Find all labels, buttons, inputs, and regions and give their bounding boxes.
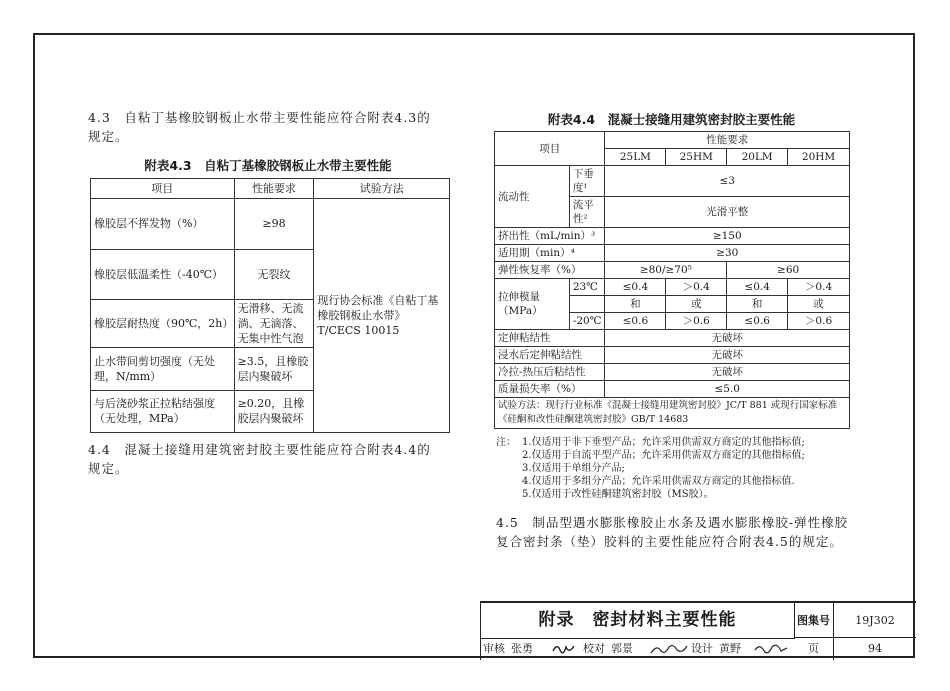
row-item: 橡胶层不挥发物（%）: [91, 199, 235, 249]
row-value: ＞0.4: [788, 279, 850, 296]
row-value: ≥60: [727, 262, 850, 279]
row-item: 弹性恢复率（%）: [495, 262, 605, 279]
table-4-3-title: 附表4.3 自粘丁基橡胶钢板止水带主要性能: [144, 158, 392, 173]
row-subitem: [569, 296, 605, 313]
drawing-title: 附录 密封材料主要性能: [481, 603, 795, 639]
header-item: 项目: [495, 132, 605, 166]
row-value: ≥150: [605, 228, 850, 245]
row-req: ≥98: [234, 199, 314, 249]
design-label: 设计: [691, 642, 713, 655]
row-value: 无破坏: [605, 347, 850, 364]
para-line: 规定。: [88, 129, 129, 144]
row-item: 冷拉-热压后粘结性: [495, 364, 605, 381]
title-block: [480, 601, 916, 660]
row-item: 橡胶层低温柔性（-40℃）: [91, 249, 235, 299]
row-value: 或: [666, 296, 727, 313]
para-line: 4.5 制品型遇水膨胀橡胶止水条及遇水膨胀橡胶-弹性橡胶: [496, 515, 849, 530]
table-header: [91, 179, 450, 199]
row-value: 或: [788, 296, 850, 313]
grade: 20HM: [788, 149, 850, 166]
row-value: ≥30: [605, 245, 850, 262]
table-row: [495, 245, 850, 262]
table-row: [495, 347, 850, 364]
grade: 20LM: [727, 149, 788, 166]
row-value: ≤5.0: [605, 381, 850, 398]
note-item: 2.仅适用于自流平型产品；允许采用供需双方商定的其他指标值;: [522, 450, 805, 461]
grade: 25HM: [666, 149, 727, 166]
row-item: 止水带间剪切强度（无处理，N/mm）: [91, 348, 235, 390]
note-item: 1.仅适用于非下垂型产品；允许采用供需双方商定的其他指标值;: [522, 437, 805, 448]
row-value: ＞0.4: [666, 279, 727, 296]
row-req: 无裂纹: [234, 249, 314, 299]
row-subitem: 流平性²: [569, 197, 605, 228]
table-row: [91, 199, 450, 249]
row-value: ≤3: [605, 166, 850, 197]
designer-name: 黄野: [719, 642, 741, 655]
row-item: 挤出性（mL/min）³: [495, 228, 605, 245]
row-value: ≤0.6: [727, 313, 788, 330]
atlas-label: 图集号: [794, 603, 834, 638]
row-value: 和: [727, 296, 788, 313]
row-item: 橡胶层耐热度（90℃，2h）: [91, 299, 235, 347]
table-row: [495, 262, 850, 279]
reviewer-signature: [551, 641, 577, 661]
table-row: [495, 381, 850, 398]
table-row: [495, 279, 850, 296]
row-subitem: 23℃: [569, 279, 605, 296]
row-item: 拉伸模量（MPa）: [495, 279, 570, 330]
table-row: [495, 228, 850, 245]
row-value: ≤0.6: [605, 313, 666, 330]
notes-label: 注：: [496, 437, 516, 448]
row-req: ≥3.5，且橡胶层内聚破坏: [234, 348, 314, 390]
table-row: [495, 364, 850, 381]
para-line: 复合密封条（垫）胶料的主要性能应符合附表4.5的规定。: [496, 534, 843, 549]
test-method: 现行协会标准《自粘丁基橡胶钢板止水带》T/CECS 10015: [314, 199, 450, 433]
para-line: 4.3 自粘丁基橡胶钢板止水带主要性能应符合附表4.3的: [88, 110, 431, 125]
table-row: [495, 166, 850, 197]
atlas-number: 19J302: [834, 603, 916, 638]
row-value: ≤0.4: [605, 279, 666, 296]
checker-signature: [649, 641, 689, 661]
page-number: 94: [868, 642, 882, 655]
table-4-3: [90, 178, 450, 433]
row-req: 无滑移、无流淌、无滴落、无集中性气泡: [234, 299, 314, 347]
para-line: 规定。: [88, 461, 129, 476]
para-4-4: [88, 440, 468, 478]
row-value: ≥80/≥70⁵: [605, 262, 727, 279]
checker-name: 郭景: [611, 642, 633, 655]
designer-signature: [753, 641, 789, 661]
row-value: 无破坏: [605, 330, 850, 347]
test-method: 试验方法：现行行业标准《混凝士接缝用建筑密封胶》JC/T 881 或现行国家标准《硅酮和改性硅酮建筑密封胶》GB/T 14683: [495, 398, 850, 429]
row-subitem: -20℃: [569, 313, 605, 330]
review-label: 审核: [483, 642, 505, 655]
grade: 25LM: [605, 149, 666, 166]
reviewer-name: 张勇: [511, 642, 533, 655]
header-perf: 性能要求: [605, 132, 850, 149]
row-item: 定伸粘结性: [495, 330, 605, 347]
row-req: ≥0.20，且橡胶层内聚破坏: [234, 390, 314, 432]
row-item: 质量损失率（%）: [495, 381, 605, 398]
page-label: 页: [794, 638, 834, 660]
header-method: 试验方法: [314, 179, 450, 199]
check-label: 校对: [583, 642, 605, 655]
row-item: 与后浇砂浆正拉粘结强度（无处理，MPa）: [91, 390, 235, 432]
row-value: 和: [605, 296, 666, 313]
para-line: 4.4 混凝土接缝用建筑密封胶主要性能应符合附表4.4的: [88, 442, 431, 457]
row-item: 适用期（min）⁴: [495, 245, 605, 262]
para-4-3: [88, 108, 468, 146]
row-value: 光滑平整: [605, 197, 850, 228]
header-item: 项目: [91, 179, 235, 199]
row-item: 浸水后定伸粘结性: [495, 347, 605, 364]
row-value: 无破坏: [605, 364, 850, 381]
row-item: 流动性: [495, 166, 570, 228]
note-item: 3.仅适用于单组分产品;: [522, 463, 625, 474]
table-header: [495, 132, 850, 149]
row-subitem: 下垂度¹: [569, 166, 605, 197]
row-value: ≤0.4: [727, 279, 788, 296]
note-item: 4.仅适用于多组分产品；允许采用供需双方商定的其他指标值.: [522, 476, 795, 487]
row-value: ＞0.6: [788, 313, 850, 330]
table-4-4-title: 附表4.4 混凝士接缝用建筑密封胶主要性能: [547, 112, 796, 127]
notes: [496, 436, 876, 501]
table-row: [495, 330, 850, 347]
row-value: ＞0.6: [666, 313, 727, 330]
table-row: [495, 398, 850, 429]
header-req: 性能要求: [234, 179, 314, 199]
para-4-5: [496, 513, 896, 551]
note-item: 5.仅适用于改性硅酮建筑密封胶（MS胶）。: [522, 489, 714, 500]
table-4-4: [494, 131, 850, 429]
